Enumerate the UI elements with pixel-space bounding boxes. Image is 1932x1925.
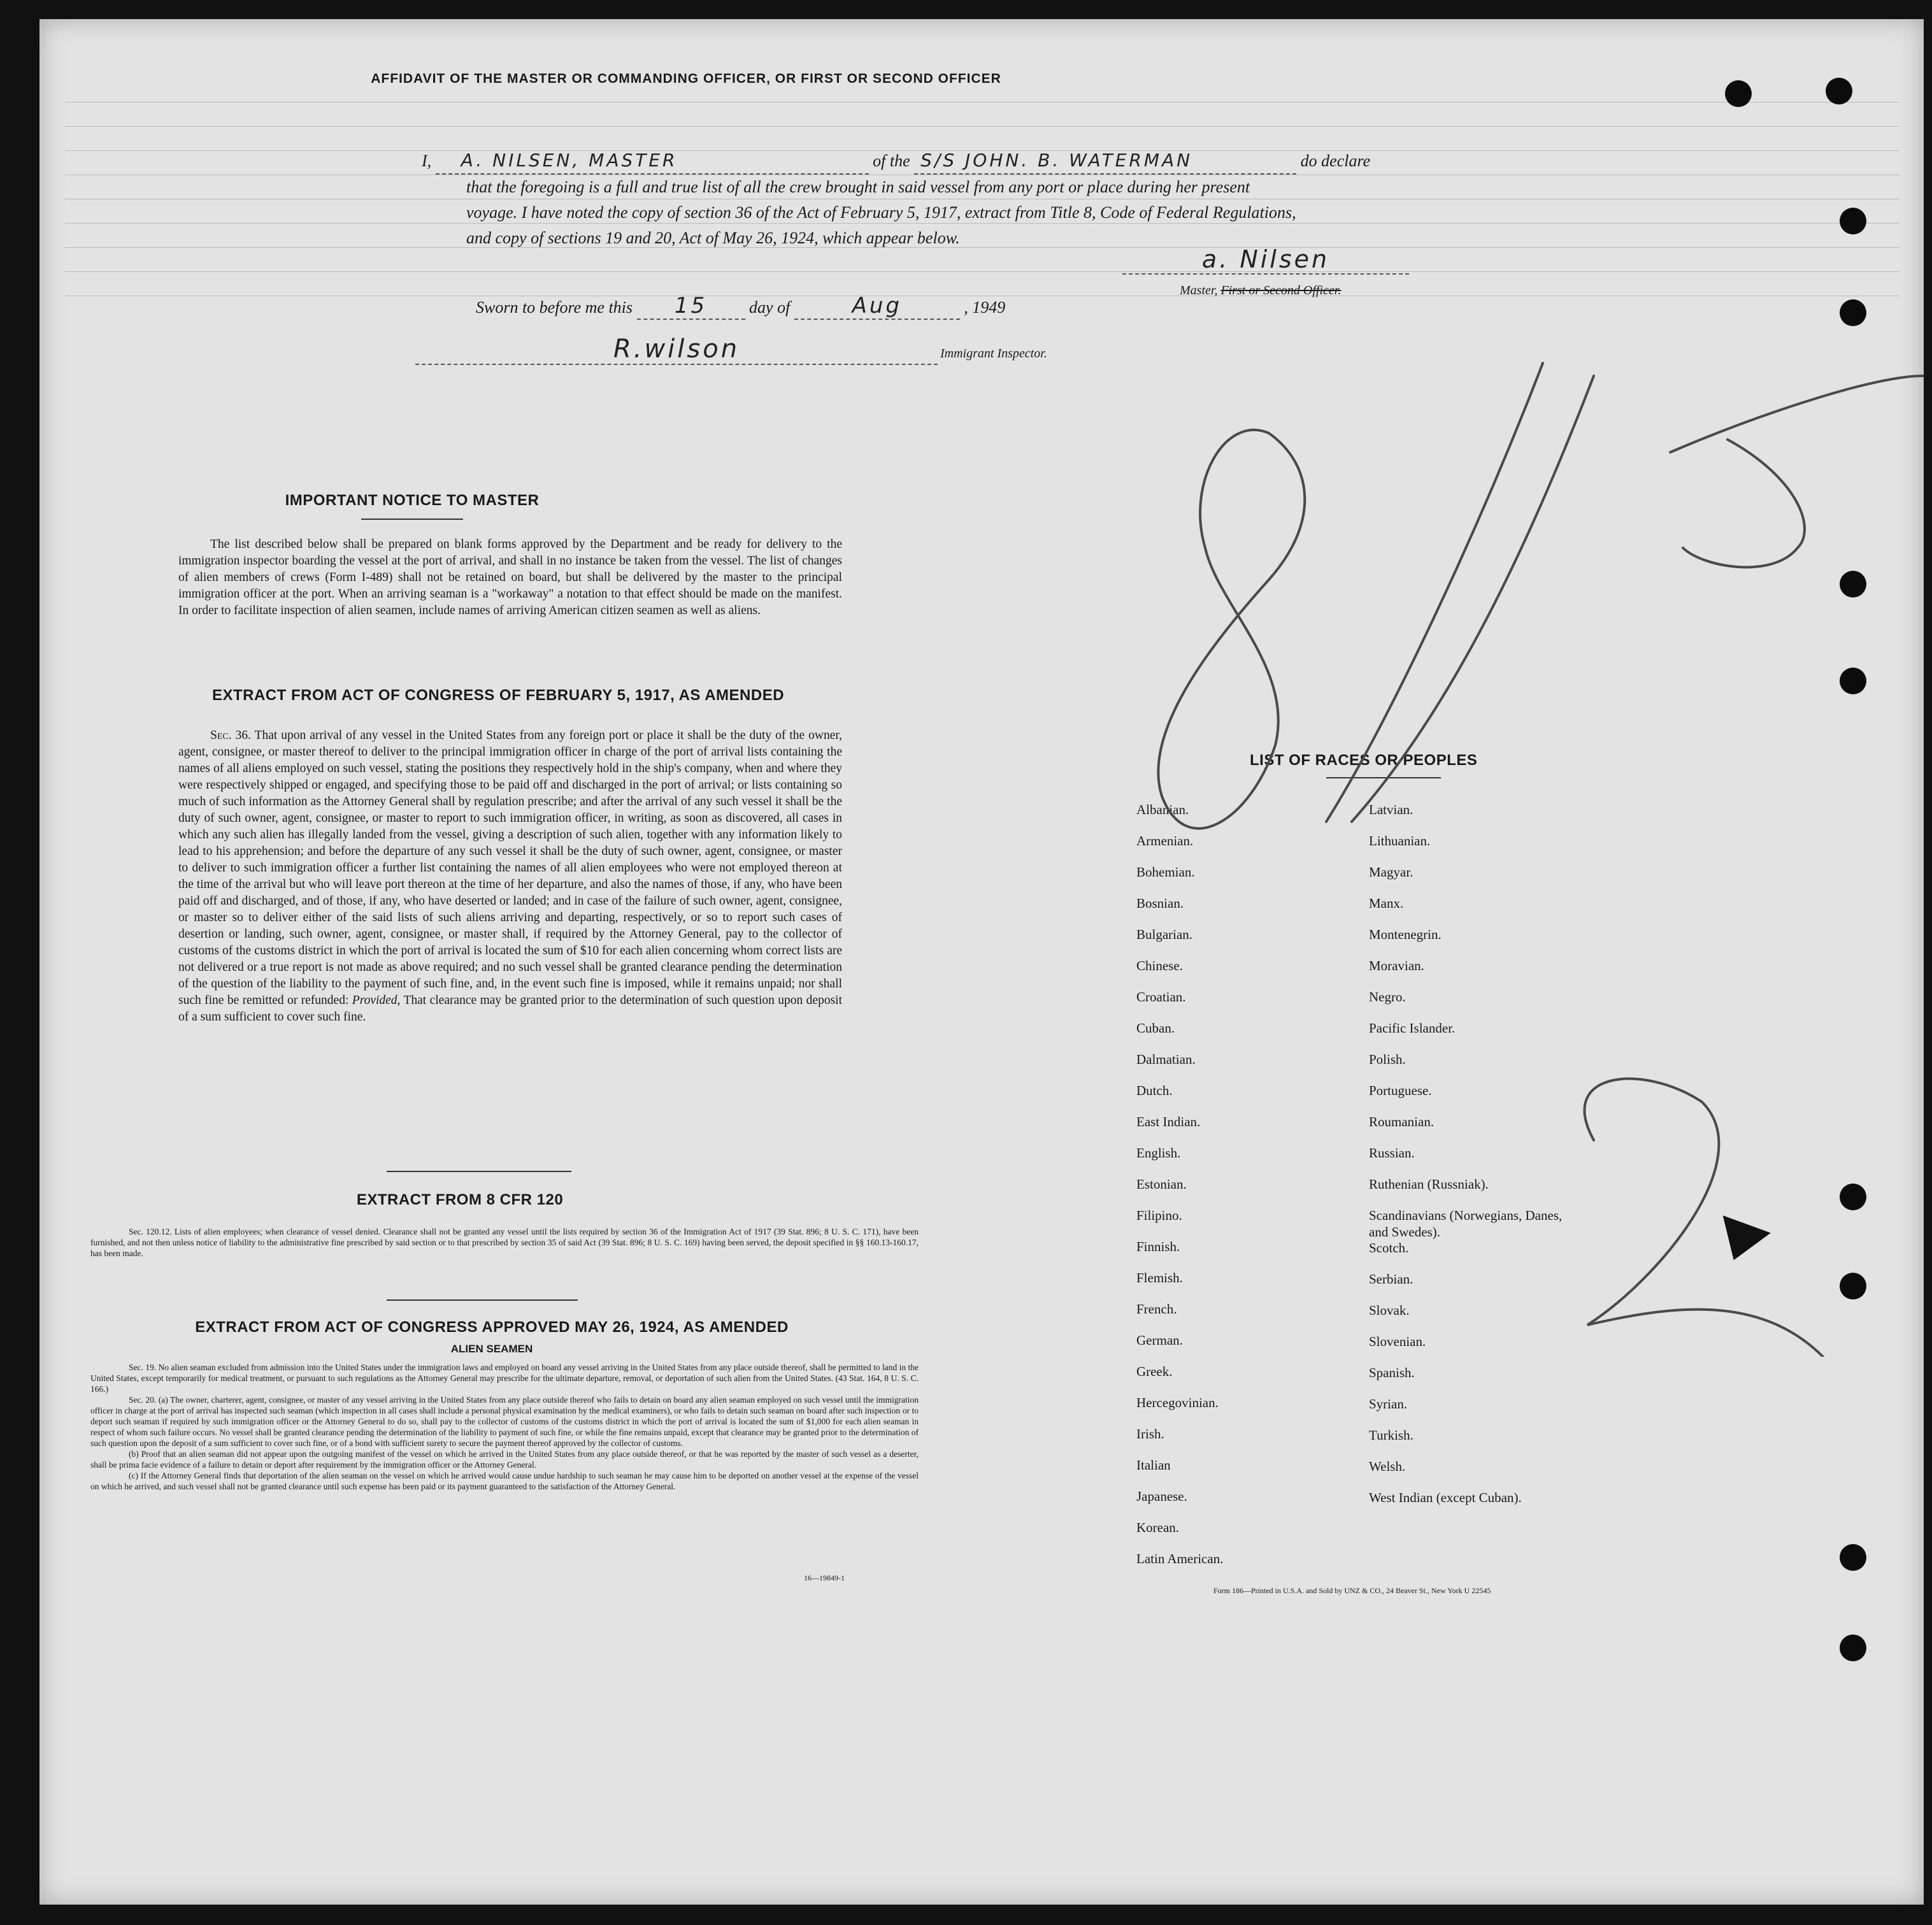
race-item: Albanian. (1136, 802, 1189, 817)
declaration-line-2: that the foregoing is a full and true list of all the crew brought in said vessel from any port or place during her present (466, 178, 1250, 196)
race-item: Armenian. (1136, 833, 1194, 848)
race-item: Montenegrin. (1369, 927, 1442, 942)
alien-seamen-subtitle: ALIEN SEAMEN (450, 1343, 533, 1355)
race-item: German. (1136, 1333, 1183, 1348)
race-item: Welsh. (1369, 1459, 1406, 1474)
inspector-caption: Immigrant Inspector. (940, 347, 1047, 361)
race-item: French. (1136, 1301, 1177, 1317)
race-item: Turkish. (1369, 1428, 1413, 1443)
race-item: Roumanian. (1369, 1114, 1435, 1129)
race-item: Spanish. (1369, 1365, 1415, 1380)
divider (387, 1171, 571, 1172)
master-name: A. NILSEN, MASTER (436, 148, 869, 175)
declaration-line-4: and copy of sections 19 and 20, Act of May 26, 1924, which appear below. (466, 229, 960, 247)
race-item: Ruthenian (Russniak). (1369, 1177, 1489, 1192)
sworn-line (476, 293, 1005, 320)
cfr-text: Sec. 120.12. Lists of alien employees; when clearance of vessel denied. Clearance shall not be granted any vessel until the lists required by section 36 of the Immigration Act of 1917 (39 Stat. 896; 8 U. S. C. 171), have been furnished, and not then unless notice of liability to the administrative fine prescribed by said section or to that prescribed by section 35 of said Act (39 Stat. 896; 8 U. S. C. 169) having been served, the deposit specified in §§ 160.13-160.17, has been made. (90, 1227, 919, 1258)
vessel-name: S/S JOHN. B. WATERMAN (914, 148, 1296, 175)
master-signature-caption (1180, 283, 1341, 298)
race-item: Serbian. (1369, 1271, 1413, 1287)
ruled-line (65, 102, 1900, 103)
ruled-line (65, 271, 1900, 272)
punch-hole (1840, 1544, 1866, 1571)
race-item: Dalmatian. (1136, 1052, 1196, 1067)
section-36-body: That upon arrival of any vessel in the United States from any foreign port or place it shall be the duty of the owner, agent, consignee, or master thereof to deliver to the principal immigration officer in charge of the port of arrival lists containing the names of all aliens employed on such vessel, stating the positions they respectively hold in the ship's company, when and where they were respectively shipped or engaged, and specifying those to be paid off and discharged in the port of arrival; or lists containing so much of such information as the Attorney General shall by regulation prescribe; and after the arrival of any such vessel it shall be the duty of such owner, agent, consignee, or master to report to such immigration officer, in writing, as soon as discovered, all cases in which any such alien has illegally landed from the vessel, giving a description of such alien, together with any information likely to lead to his apprehension; and before the departure of any such vessel it shall be the duty of such owner, agent, consignee, or master to deliver to such immigration officer a further list containing the names of all alien employees who were not employed thereon at the time of the arrival but who will leave port thereon at the time of her departure, and also the names of those, if any, who have been paid off and discharged, and of those, if any, who have deserted or landed; and in case of the failure of such owner, agent, consignee, or master so to deliver either of the said lists of such aliens arriving and departing, respectively, or so to report such cases of desertion or landing, such owner, agent, consignee, or master shall, if required by the Attorney General, pay to the collector of customs of the customs district in which the port of arrival is located the sum of $10 for each alien concerning whom correct lists are not delivered or a true report is not made as above required; and no such vessel shall be granted clearance pending the determination of the question of the liability to the payment of such fine, and, in the event such fine is imposed, while it remains unpaid; nor shall such fine be remitted or refunded: (178, 729, 842, 1007)
punch-hole (1840, 571, 1866, 598)
extract-1917-title: EXTRACT FROM ACT OF CONGRESS OF FEBRUARY 5, 1917, AS AMENDED (211, 687, 785, 704)
punch-hole (1840, 668, 1866, 694)
declaration-do-declare: do declare (1300, 152, 1371, 170)
race-item: Russian. (1369, 1145, 1415, 1161)
provided-label: Provided, (352, 994, 401, 1007)
race-item: Bosnian. (1136, 896, 1184, 911)
race-item: Cuban. (1136, 1020, 1175, 1036)
notice-text: The list described below shall be prepared on blank forms approved by the Department and be ready for delivery to the immigration inspector boarding the vessel at the port of arrival, and shall in no instance be taken from the vessel. The list of changes of alien members of crews (Form I-489) shall not be retained on board, but shall be delivered by the master to the principal immigration officer at the port. When an arriving seaman is a "workaway" a notation to that effect should be made on the manifest. In order to facilitate inspection of alien seamen, include names of arriving American citizen seamen as well as aliens. (178, 538, 842, 617)
race-item: East Indian. (1136, 1114, 1201, 1129)
race-item: Finnish. (1136, 1239, 1180, 1254)
sworn-prefix: Sworn to before me this (476, 298, 633, 317)
document-sheet (39, 19, 1924, 1905)
race-item: Polish. (1369, 1052, 1406, 1067)
digit-5-stroke (1670, 376, 1924, 567)
race-item: Italian (1136, 1457, 1171, 1473)
digit-8-stroke (1158, 430, 1305, 829)
race-item: West Indian (except Cuban). (1369, 1490, 1522, 1505)
race-item: Scandinavians (Norwegians, Danes, and Swedes). (1369, 1208, 1563, 1240)
race-item: Moravian. (1369, 958, 1424, 973)
master-caption-struck: First or Second Officer. (1220, 283, 1342, 297)
extract-cfr-title: EXTRACT FROM 8 CFR 120 (356, 1191, 564, 1208)
race-item: Portuguese. (1369, 1083, 1432, 1098)
section-20a-text: Sec. 20. (a) The owner, charterer, agent, consignee, or master of any vessel arriving in the United States from any place outside thereof who fails to detain on board any alien seaman employed on such vessel until the immigration officer in charge at the port of arrival has inspected such seaman (which inspection in all cases shall include a personal physical examination by the medical examiners), or who fails to detain such seaman on board after such inspection or to deport such seaman if required by such immigration officer or the Attorney General to do so, shall pay to the collector of customs of the customs district in which the port of arrival is located the sum of $1,000 for each alien seaman in respect of whom such failure occurs. No vessel shall be granted clearance pending the determination of the liability to payment of such fine, or while the fine remains unpaid, except that clearance may be granted prior to the determination of such question upon the deposit of a sum sufficient to cover such fine, or of a bond with sufficient surety to secure the payment thereof approved by the collector of customs. (90, 1395, 919, 1448)
section-36-label: Sec. 36. (210, 729, 251, 742)
race-item: Pacific Islander. (1369, 1020, 1456, 1036)
race-item: Korean. (1136, 1520, 1180, 1535)
declaration-block (422, 148, 1505, 251)
section-19-text: Sec. 19. No alien seaman excluded from admission into the United States under the immigration laws and employed on board any vessel arriving in the United States from any place outside thereof, shall be permitted to land in the United States, except temporarily for medical treatment, or pursuant to such regulations as the Attorney General may prescribe for the ultimate departure, removal, or deportation of such alien from the United States. (43 Stat. 164, 8 U. S. C. 166.) (90, 1363, 919, 1394)
declaration-line-3: voyage. I have noted the copy of section 36 of the Act of February 5, 1917, extract from Title 8, Code of Federal Regulations, (466, 203, 1296, 222)
races-title: LIST OF RACES OR PEOPLES (1250, 752, 1478, 769)
digit-1-stroke (1326, 363, 1594, 822)
sworn-year: , 1949 (964, 298, 1006, 317)
provided-text: That clearance may be granted prior to the determination of such question upon deposit of a sum sufficient to cover such fine. (178, 994, 842, 1024)
race-item: Flemish. (1136, 1270, 1183, 1285)
ruled-line (65, 126, 1900, 127)
race-item: Lithuanian. (1369, 833, 1431, 848)
inspector-line (415, 334, 1047, 365)
handwritten-annotations (995, 338, 1924, 1357)
digit-2-stroke (1585, 1079, 1823, 1357)
race-item: Slovenian. (1369, 1334, 1426, 1349)
race-item: Irish. (1136, 1426, 1164, 1442)
master-caption-prefix: Master, (1180, 283, 1221, 297)
sworn-day: 15 (637, 293, 745, 320)
race-item: Negro. (1369, 989, 1406, 1005)
affidavit-title: AFFIDAVIT OF THE MASTER OR COMMANDING OFFICER, OR FIRST OR SECOND OFFICER (371, 71, 1001, 86)
sworn-day-of: day of (749, 298, 791, 317)
race-item: Hercegovinian. (1136, 1395, 1219, 1410)
sworn-month: Aug (794, 293, 960, 320)
punch-hole (1840, 1273, 1866, 1299)
race-item: Dutch. (1136, 1083, 1173, 1098)
race-item: English. (1136, 1145, 1181, 1161)
race-item: Latvian. (1369, 802, 1413, 817)
extract-1924-title: EXTRACT FROM ACT OF CONGRESS APPROVED MAY 26, 1924, AS AMENDED (195, 1319, 789, 1336)
inspector-signature: R.wilson (415, 334, 938, 365)
race-item: Latin American. (1136, 1551, 1224, 1566)
form-code: 16—19849-1 (804, 1573, 845, 1582)
printer-footer: Form 186—Printed in U.S.A. and Sold by UNZ & CO., 24 Beaver St., New York U 22545 (1213, 1586, 1491, 1595)
race-item: Magyar. (1369, 864, 1413, 880)
notice-title: IMPORTANT NOTICE TO MASTER (285, 492, 540, 509)
punch-hole (1826, 78, 1852, 104)
master-signature: a. Nilsen (1122, 245, 1409, 275)
race-item: Japanese. (1136, 1489, 1187, 1504)
race-item: Bohemian. (1136, 864, 1195, 880)
punch-hole (1840, 208, 1866, 234)
declaration-of-the: of the (873, 152, 910, 170)
section-36-text (178, 727, 842, 1026)
declaration-pronoun: I, (422, 152, 432, 170)
extract-1924-body (90, 1362, 919, 1492)
race-item: Filipino. (1136, 1208, 1182, 1223)
race-item: Croatian. (1136, 989, 1186, 1005)
race-item: Slovak. (1369, 1303, 1410, 1318)
punch-hole (1725, 80, 1752, 107)
punch-hole (1840, 1635, 1866, 1661)
section-20b-text: (b) Proof that an alien seaman did not appear upon the outgoing manifest of the vessel on which he arrived in the United States from any place outside thereof, or that he was reported by the master of such vessel as a deserter, shall be prima facie evidence of a failure to detain or deport after requirement by the immigration officer or the Attorney General. (90, 1449, 919, 1470)
race-item: Bulgarian. (1136, 927, 1193, 942)
race-item: Scotch. (1369, 1240, 1409, 1256)
race-item: Syrian. (1369, 1396, 1408, 1412)
divider (387, 1299, 578, 1301)
punch-hole (1840, 299, 1866, 326)
page-number-annotation (1158, 363, 1924, 828)
count-annotation (1585, 1079, 1823, 1357)
race-item: Chinese. (1136, 958, 1183, 973)
divider (361, 519, 463, 520)
race-item: Estonian. (1136, 1177, 1187, 1192)
race-item: Manx. (1369, 896, 1404, 911)
punch-hole (1840, 1184, 1866, 1210)
section-20c-text: (c) If the Attorney General finds that deportation of the alien seaman on the vessel on which he arrived would cause undue hardship to such seaman he may cause him to be deported on another vessel at the expense of the vessel on which he arrived, and such vessel shall not be granted clearance until such expense has been paid or its payment guaranteed to the satisfaction of the Attorney General. (90, 1471, 919, 1491)
race-item: Greek. (1136, 1364, 1173, 1379)
